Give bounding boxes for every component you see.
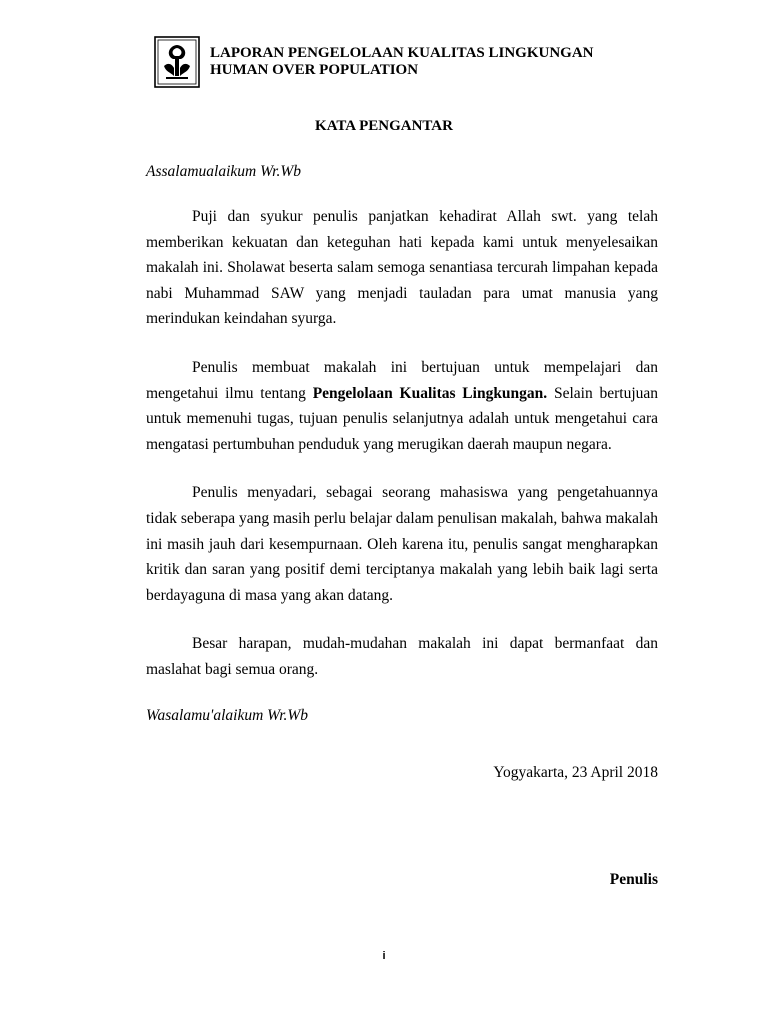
- university-logo: [154, 36, 200, 88]
- header-line-2: HUMAN OVER POPULATION: [210, 62, 419, 78]
- paragraph-1: Puji dan syukur penulis panjatkan kehadirat Allah swt. yang telah memberikan kekuatan dan keteguhan hati kepada kami untuk menyelesaikan makalah ini. Sholawat beserta salam semoga senantiasa tercurah limpahan kepada nabi Muhammad SAW yang menjadi tauladan para umat manusia yang merindukan keindahan syurga.: [146, 208, 658, 328]
- paragraph-3: Penulis menyadari, sebagai seorang mahasiswa yang pengetahuannya tidak seberapa yang masih perlu belajar dalam penulisan makalah, bahwa makalah ini masih jauh dari kesempurnaan. Oleh karena itu, penulis sangat mengharapkan kritik dan saran yang positif demi terciptanya makalah yang lebih baik lagi serta berdayaguna di masa yang akan datang.: [146, 484, 658, 604]
- place-and-date: Yogyakarta, 23 April 2018: [493, 764, 658, 781]
- document-body: [146, 162, 658, 726]
- paragraph-2-text-after: Selain bertujuan untuk memenuhi tugas, tujuan penulis selanjutnya adalah untuk mengetahui cara mengatasi pertumbuhan penduduk yang merugikan daerah maupun negara.: [146, 384, 659, 453]
- header-title-block: [210, 45, 594, 79]
- paragraph-2: [146, 355, 658, 457]
- paragraph-4: Besar harapan, mudah-mudahan makalah ini dapat bermanfaat dan maslahat bagi semua orang.: [146, 635, 658, 678]
- closing-greeting: Wasalamu'alaikum Wr.Wb: [146, 706, 309, 724]
- paragraph-2-text-before: Penulis membuat makalah ini bertujuan untuk mempelajari dan mengetahui ilmu tentang: [146, 358, 658, 402]
- paragraph-2-bold-topic: Pengelolaan Kualitas Lingkungan.: [312, 384, 548, 402]
- page-title: KATA PENGANTAR: [315, 118, 453, 134]
- document-header: [154, 36, 594, 88]
- page-number: i: [382, 950, 386, 962]
- signer-name: Penulis: [609, 871, 658, 888]
- header-line-1: LAPORAN PENGELOLAAN KUALITAS LINGKUNGAN: [210, 45, 594, 61]
- greeting: Assalamualaikum Wr.Wb: [146, 163, 301, 180]
